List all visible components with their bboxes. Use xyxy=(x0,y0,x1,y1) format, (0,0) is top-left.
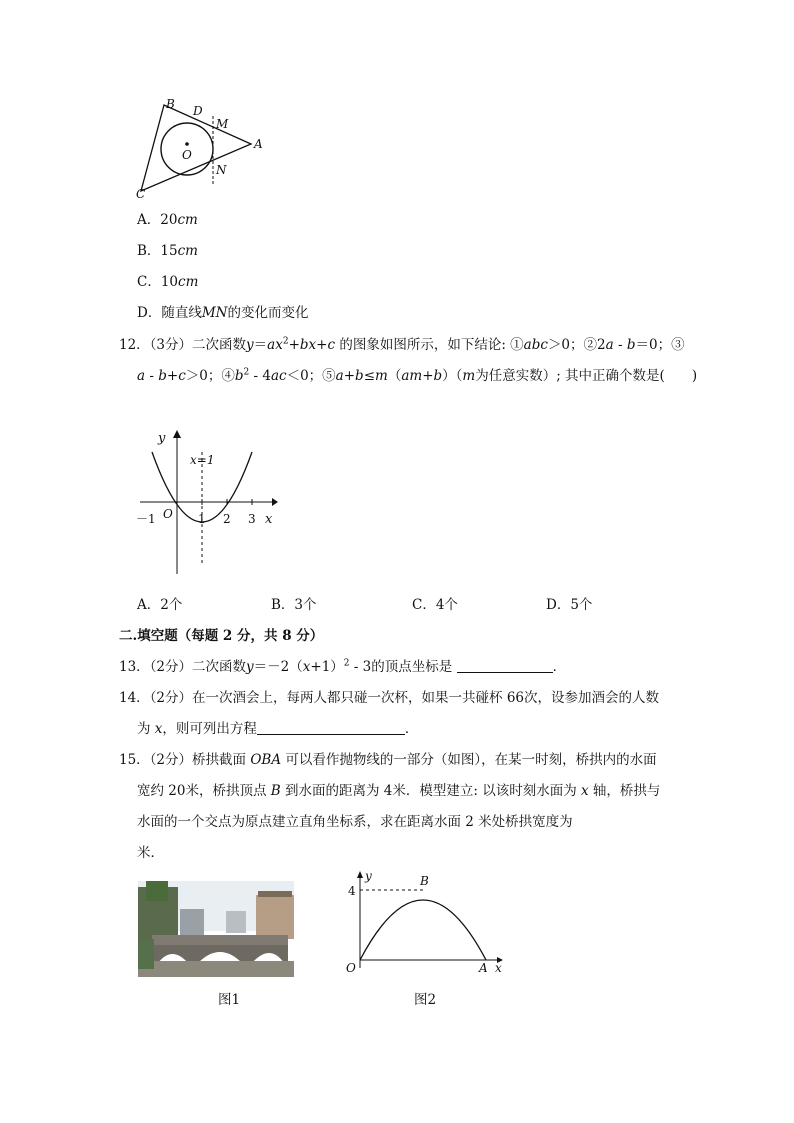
bridge-arches xyxy=(152,945,288,963)
building-mid xyxy=(180,909,204,935)
label-o: O xyxy=(182,148,192,162)
y-axis-label: y xyxy=(158,431,166,446)
bridge-photo xyxy=(138,881,294,977)
riverbed xyxy=(138,961,294,977)
x-axis-arrow xyxy=(272,498,278,506)
label-vertex-b: B xyxy=(420,874,429,888)
section-heading-fill-blank: 二.填空题（每题 2 分，共 8 分） xyxy=(119,628,324,644)
origin-label: O xyxy=(346,961,356,975)
q14-line2: 为 x，则可列出方程 ． xyxy=(137,721,419,737)
center-point-o xyxy=(185,142,189,146)
label-a: A xyxy=(479,961,488,975)
q11-option-b: B．15cm xyxy=(137,243,198,259)
building-right xyxy=(256,895,294,939)
label-n: N xyxy=(216,163,227,177)
q12-option-a: A．2个 xyxy=(137,597,183,613)
triangle-circle-figure xyxy=(130,92,270,204)
q15-line4: 米． xyxy=(137,845,164,861)
q11-option-d: D．随直线MN的变化而变化 xyxy=(137,305,309,321)
q12-line1: 12．（3分）二次函数$y=ax^2+bx+c$ 的图象如图所示，如下结论: ①abc＞0；②2a - b＝0；③ xyxy=(119,336,685,353)
label-d: D xyxy=(193,104,203,118)
label-m: M xyxy=(216,117,229,131)
building-bg xyxy=(226,911,246,933)
label-b: B xyxy=(166,97,175,111)
shrubs-left xyxy=(138,939,154,969)
q12-line2: a - b+c＞0；$④b^2 - 4ac<0$；⑤a+b≤m（am+b）（m为任意实数）; 其中正确个数是( ) xyxy=(137,367,698,384)
symmetry-axis-label: x=1 xyxy=(190,453,215,467)
origin-label: O xyxy=(163,507,173,521)
tick-label-1: 1 xyxy=(198,512,206,526)
tree-left xyxy=(146,881,168,901)
tick-label-neg1: －1 xyxy=(136,512,156,526)
arch-curve xyxy=(360,900,486,960)
q12-option-b: B．3个 xyxy=(271,597,317,613)
q11-option-c: C．10cm xyxy=(137,274,199,290)
q13-answer-blank[interactable] xyxy=(457,658,553,673)
y-axis-arrow xyxy=(357,871,363,878)
q15-line3: 水面的一个交点为原点建立直角坐标系，求在距离水面 2 米处桥拱宽度为 xyxy=(137,814,573,830)
arch-graph xyxy=(340,868,510,978)
q14-answer-blank[interactable] xyxy=(257,720,405,735)
fig2-caption: 图2 xyxy=(414,992,437,1008)
x-axis-label: x xyxy=(265,512,273,527)
building-right-roof xyxy=(258,891,292,897)
q12-option-c: C．4个 xyxy=(412,597,458,613)
q15-line1: 15．（2分）桥拱截面 OBA 可以看作抛物线的一部分（如图），在某一时刻，桥拱内的水面 xyxy=(119,752,657,768)
bridge-deck xyxy=(152,935,288,945)
q12-parabola-graph xyxy=(132,424,282,580)
y-axis-arrow xyxy=(173,430,181,438)
q12-option-d: D．5个 xyxy=(546,597,593,613)
x-axis-label: x xyxy=(495,961,502,975)
label-a: A xyxy=(254,137,263,151)
q15-line2: 宽约 20米，桥拱顶点 B 到水面的距离为 4米．模型建立: 以该时刻水面为 x 轴，桥拱与 xyxy=(137,783,661,799)
q11-option-a: A．20cm xyxy=(137,212,198,228)
y-axis-label: y xyxy=(365,869,372,883)
q13-text: 13．（2分）二次函数$y=-2(x+1)^2 - 3$的顶点坐标是 ． xyxy=(119,658,567,675)
tick-label-2: 2 xyxy=(223,512,231,526)
fig1-caption: 图1 xyxy=(218,992,241,1008)
label-four: 4 xyxy=(348,884,356,898)
q14-line1: 14．（2分）在一次酒会上，每两人都只碰一次杯，如果一共碰杯 66次，设参加酒会的人数 xyxy=(119,690,659,706)
label-c: C xyxy=(136,187,146,201)
tick-label-3: 3 xyxy=(248,512,256,526)
